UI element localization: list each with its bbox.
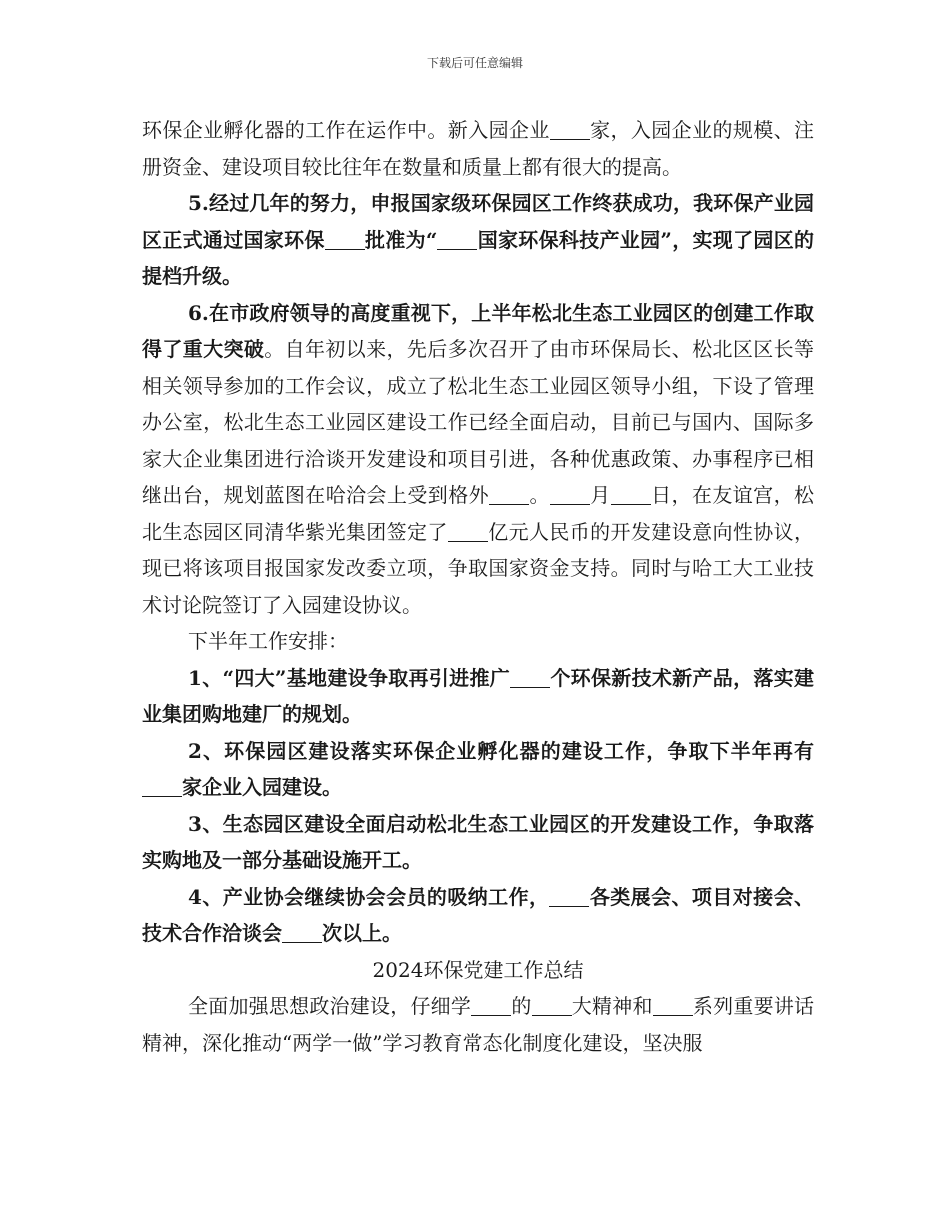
blank-underline (448, 521, 488, 542)
blank-underline (532, 995, 572, 1016)
paragraph: 1、“四大”基地建设争取再引进推广 个环保新技术新产品，落实建业集团购地建厂的规划。 (142, 665, 814, 726)
blank-underline (282, 922, 322, 943)
page-header: 下载后可任意编辑 (426, 56, 523, 70)
blank-underline (550, 119, 590, 140)
blank-underline (550, 484, 590, 505)
bold-lead: 6.在市政府领导的高度重视下，上半年松北生态工业园区的创建工作取得了重大突破 (142, 300, 814, 361)
blank-underline (510, 667, 550, 688)
blank-underline (489, 484, 529, 505)
document-body (142, 112, 814, 1061)
blank-underline (549, 886, 589, 907)
paragraph: 6.在市政府领导的高度重视下，上半年松北生态工业园区的创建工作取得了重大突破。自年初以来，先后多次召开了由市环保局长、松北区区长等相关领导参加的工作会议，成立了松北生态工业园区领导小组，下设了管理办公室，松北生态工业园区建设工作已经全面启动，目前已与国内、国际多家大企业集团进行洽谈开发建设和项目引进，各种优惠政策、办事程序已相继出台，规划蓝图在哈洽会上受到格外 。 月 日，在友谊宫，松北生态园区同清华紫光集团签定了 亿元人民币的开发建设意向性协议，现已将该项目报国家发改委立项，争取国家资金支持。同时与哈工大工业技术讨论院签订了入园建设协议。 (142, 300, 815, 617)
paragraph: 全面加强思想政治建设，仔细学 的 大精神和 系列重要讲话精神，深化推动“两学一做”学习教育常态化制度化建设，坚决服 (142, 994, 815, 1055)
paragraph: 环保企业孵化器的工作在运作中。新入园企业 家，入园企业的规模、注册资金、建设项目较比往年在数量和质量上都有很大的提高。 (142, 118, 815, 179)
paragraph: 2、环保园区建设落实环保企业孵化器的建设工作，争取下半年再有家企业入园建设。 (142, 733, 814, 806)
paragraph: 4、产业协会继续协会会员的吸纳工作， 各类展会、项目对接会、技术合作洽谈会 次以上。 (142, 884, 815, 945)
blank-underline (325, 229, 365, 250)
blank-underline (611, 484, 651, 505)
blank-underline (142, 776, 182, 797)
blank-underline (437, 229, 477, 250)
section-title: 2024环保党建工作总结 (372, 957, 584, 982)
paragraph: 5.经过几年的努力，申报国家级环保园区工作终获成功，我环保产业园区正式通过国家环保 批准为“ 国家环保科技产业园”，实现了园区的提档升级。 (142, 191, 814, 288)
blank-underline (471, 995, 511, 1016)
paragraph: 3、生态园区建设全面启动松北生态工业园区的开发建设工作，争取落实购地及一部分基础设施开工。 (142, 811, 814, 872)
blank-underline (653, 995, 693, 1016)
paragraph: 下半年工作安排： (188, 629, 348, 653)
